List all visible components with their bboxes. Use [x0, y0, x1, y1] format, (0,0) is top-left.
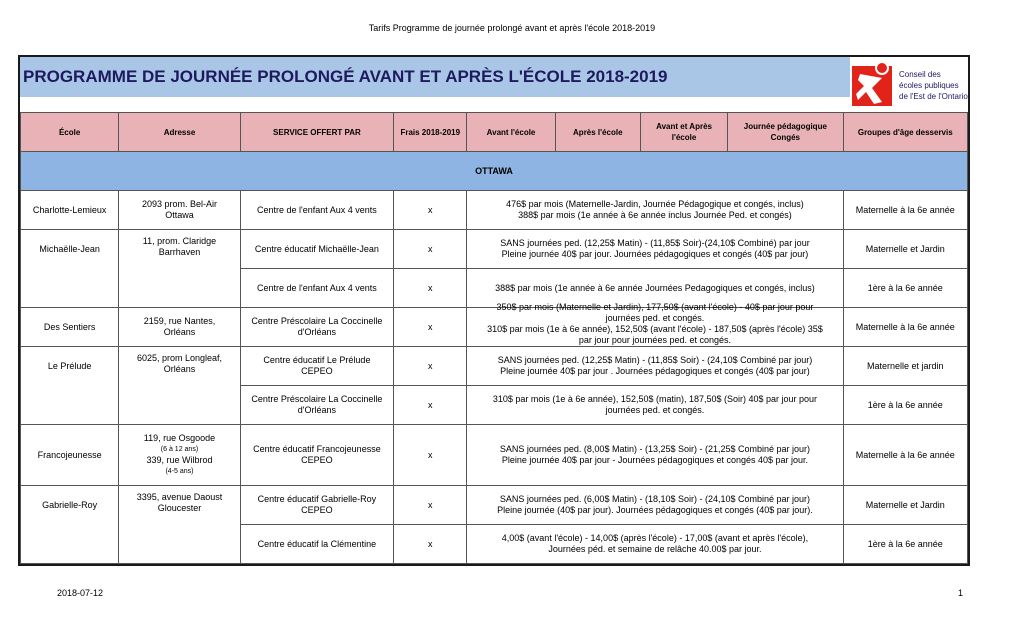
tariffs-table — [20, 112, 968, 564]
tarif-description: SANS journées ped. (12,25$ Matin) - (11,85$ Soir)-(24,10$ Combiné) par jour Pleine journée 40$ par jour. Journées pédagogiques et congés (40$ par jour) — [467, 230, 843, 269]
service-cell: Centre Préscolaire La Coccinelle d'Orléans — [240, 386, 393, 425]
table-row — [21, 425, 968, 486]
frais-cell: x — [394, 425, 467, 486]
tarif-description: 4,00$ (avant l'école) - 14,00$ (après l'école) - 17,00$ (avant et après l'école), Journées péd. et semaine de relâche 40.00$ par jour. — [467, 525, 843, 564]
tarif-description: SANS journées ped. (12,25$ Matin) - (11,85$ Soir) - (24,10$ Combiné par jour) Pleine journée 40$ par jour . Journées pédagogiques et congés (40$ par jour) — [467, 347, 843, 386]
tarif-description: 350$ par mois (Maternelle et Jardin), 177,50$ (avant l'école) - 40$ par jour pour journées ped. et congés. 310$ par mois (1e à 6e année), 152,50$ (avant l'école) - 187,50$ (après l'école) 35$ par jour pour journées ped. et congés. — [467, 308, 843, 347]
frais-cell: x — [394, 347, 467, 386]
ecole-cell: Charlotte-Lemieux — [21, 191, 119, 230]
header-journee: Journée pédagogique Congés — [728, 113, 843, 152]
document-title: Tarifs Programme de journée prolongé avant et après l'école 2018-2019 — [368, 23, 656, 33]
service-cell: Centre éducatif Gabrielle-Roy CEPEO — [240, 486, 393, 525]
frais-cell: x — [394, 191, 467, 230]
table-row — [21, 191, 968, 230]
service-cell: Centre de l'enfant Aux 4 vents — [240, 269, 393, 308]
page-number: 1 — [958, 588, 964, 598]
adresse-cell: 2093 prom. Bel-Air Ottawa — [119, 191, 240, 230]
table-row — [21, 347, 968, 386]
header-row — [21, 113, 968, 152]
title-banner — [20, 57, 850, 97]
service-cell: Centre de l'enfant Aux 4 vents — [240, 191, 393, 230]
city-row — [21, 152, 968, 191]
frais-cell: x — [394, 525, 467, 564]
groupes-cell: 1ère à la 6e année — [843, 525, 967, 564]
tarif-description: 310$ par mois (1e à 6e année), 152,50$ (matin), 187,50$ (Soir) 40$ par jour pour journées ped. et congés. — [467, 386, 843, 425]
header-service: SERVICE OFFERT PAR — [240, 113, 393, 152]
frais-cell: x — [394, 230, 467, 269]
table-row — [21, 486, 968, 525]
ecole-cell: Gabrielle-Roy — [21, 486, 119, 564]
adresse-cell: 119, rue Osgoode (6 à 12 ans) 339, rue Wilbrod (4-5 ans) — [119, 425, 240, 486]
table-frame — [18, 55, 970, 566]
ecole-cell: Le Prélude — [21, 347, 119, 425]
groupes-cell: Maternelle et Jardin — [843, 486, 967, 525]
frais-cell: x — [394, 269, 467, 308]
frais-cell: x — [394, 308, 467, 347]
groupes-cell: 1ère à la 6e année — [843, 386, 967, 425]
header-groupes: Groupes d'âge desservis — [843, 113, 967, 152]
logo-line-3: de l'Est de l'Ontario — [899, 92, 968, 101]
groupes-cell: Maternelle à la 6e année — [843, 425, 967, 486]
tarif-description: 476$ par mois (Maternelle-Jardin, Journée Pédagogique et congés, inclus) 388$ par mois (1e année à 6e année inclus Journée Ped. et congés) — [467, 191, 843, 230]
ecole-cell: Des Sentiers — [21, 308, 119, 347]
table-row — [21, 230, 968, 269]
service-cell: Centre éducatif Le Prélude CEPEO — [240, 347, 393, 386]
city-name: OTTAWA — [21, 152, 968, 191]
header-frais: Frais 2018-2019 — [394, 113, 467, 152]
groupes-cell: Maternelle et Jardin — [843, 230, 967, 269]
ecole-cell: Francojeunesse — [21, 425, 119, 486]
service-cell: Centre Préscolaire La Coccinelle d'Orléans — [240, 308, 393, 347]
logo-line-2: écoles publiques — [899, 81, 959, 90]
groupes-cell: 1ère à la 6e année — [843, 269, 967, 308]
header-avant: Avant l'école — [467, 113, 555, 152]
tarif-description: 388$ par mois (1e année à 6e année Journées Pedagogiques et congés, inclus) — [467, 269, 843, 308]
banner-title: PROGRAMME DE JOURNÉE PROLONGÉ AVANT ET APRÈS L'ÉCOLE 2018-2019 — [23, 67, 668, 86]
service-cell: Centre éducatif Michaëlle-Jean — [240, 230, 393, 269]
adresse-cell: 3395, avenue Daoust Gloucester — [119, 486, 240, 564]
service-cell: Centre éducatif Francojeunesse CEPEO — [240, 425, 393, 486]
tarif-description: SANS journées ped. (6,00$ Matin) - (18,10$ Soir) - (24,10$ Combiné par jour) Pleine journée (40$ par jour). Journées pédagogiques et congés (40$ par jour). — [467, 486, 843, 525]
groupes-cell: Maternelle à la 6e année — [843, 191, 967, 230]
tarif-description: SANS journées ped. (8,00$ Matin) - (13,25$ Soir) - (21,25$ Combiné par jour) Pleine journée 40$ par jour - Journées pédagogiques et congés 40$ par jour. — [467, 425, 843, 486]
header-adresse: Adresse — [119, 113, 240, 152]
logo-mark-icon — [852, 60, 896, 108]
header-avant-apres: Avant et Après l'école — [640, 113, 727, 152]
adresse-cell: 2159, rue Nantes, Orléans — [119, 308, 240, 347]
frais-cell: x — [394, 386, 467, 425]
groupes-cell: Maternelle à la 6e année — [843, 308, 967, 347]
header-ecole: École — [21, 113, 119, 152]
cepeo-logo — [848, 57, 970, 111]
adresse-cell: 11, prom. Claridge Barrhaven — [119, 230, 240, 308]
service-cell: Centre éducatif la Clémentine — [240, 525, 393, 564]
ecole-cell: Michaëlle-Jean — [21, 230, 119, 308]
table-row — [21, 308, 968, 347]
logo-text — [899, 69, 968, 102]
header-apres: Après l'école — [555, 113, 640, 152]
logo-line-1: Conseil des — [899, 70, 941, 79]
adresse-cell: 6025, prom Longleaf, Orléans — [119, 347, 240, 425]
footer-date: 2018-07-12 — [57, 588, 104, 598]
frais-cell: x — [394, 486, 467, 525]
groupes-cell: Maternelle et jardin — [843, 347, 967, 386]
